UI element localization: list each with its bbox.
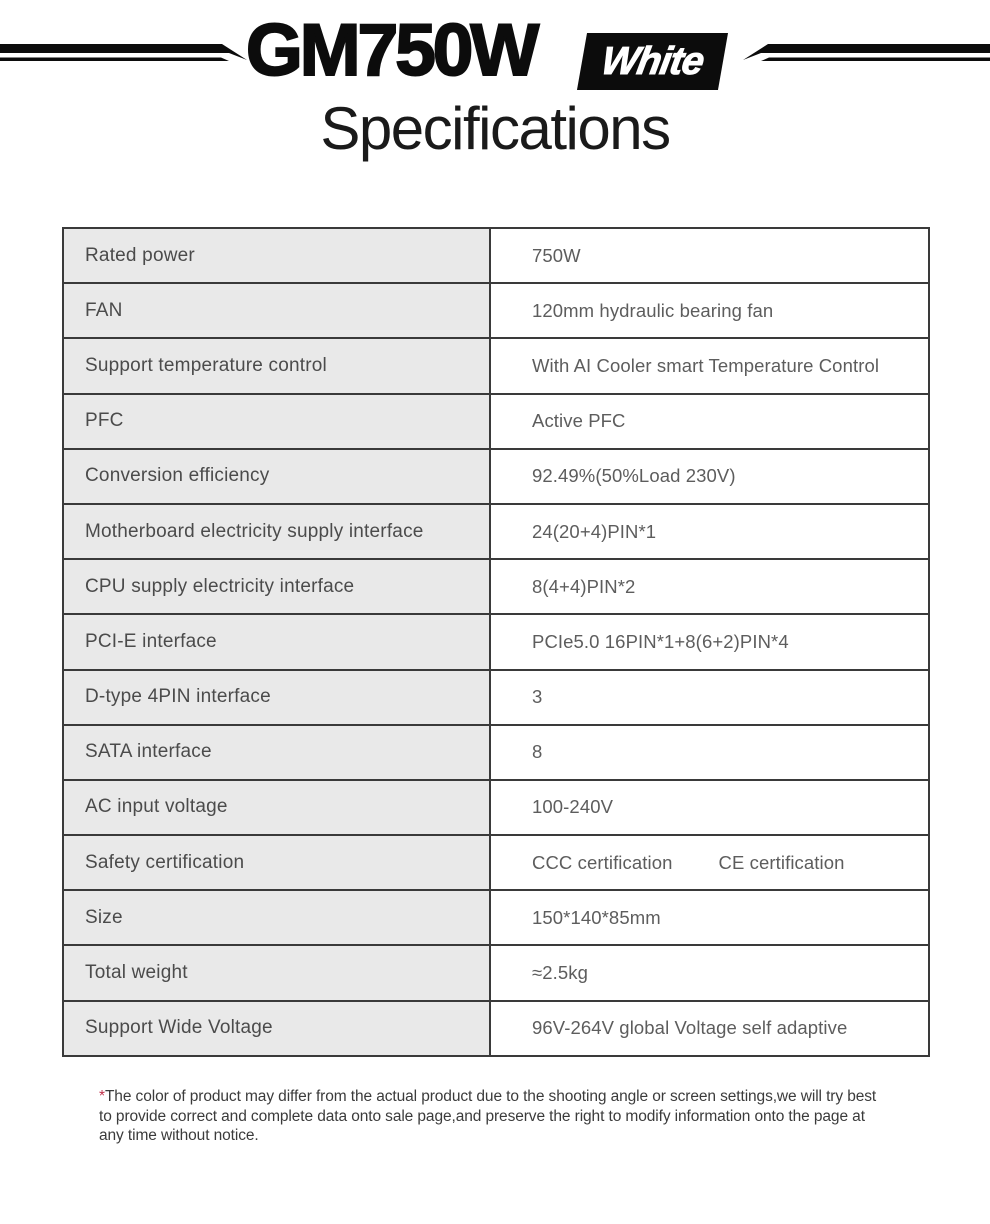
spec-row <box>64 339 928 394</box>
spec-label: AC input voltage <box>85 796 228 818</box>
spec-value: 92.49%(50%Load 230V) <box>532 465 736 487</box>
spec-row <box>64 560 928 615</box>
spec-value-secondary: CE certification <box>718 851 845 873</box>
spec-value-cell <box>491 229 928 282</box>
spec-row <box>64 946 928 1001</box>
spec-label-cell <box>64 560 491 613</box>
spec-label-cell <box>64 726 491 779</box>
spec-label: Motherboard electricity supply interface <box>85 520 424 542</box>
spec-label: Size <box>85 906 123 928</box>
spec-label: Support temperature control <box>85 354 327 376</box>
spec-label-cell <box>64 615 491 668</box>
spec-label: Support Wide Voltage <box>85 1017 273 1039</box>
spec-value: 8(4+4)PIN*2 <box>532 575 636 597</box>
spec-value-cell <box>491 836 928 889</box>
spec-value: 96V-264V global Voltage self adaptive <box>532 1017 848 1039</box>
spec-value-cell <box>491 891 928 944</box>
disclaimer-line: to provide correct and complete data onto sale page,and preserve the right to modify information onto the page at <box>99 1107 865 1125</box>
specifications-table <box>62 227 930 1057</box>
spec-label-cell <box>64 671 491 724</box>
spec-value-cell <box>491 284 928 337</box>
spec-value: 120mm hydraulic bearing fan <box>532 299 774 321</box>
spec-label-cell <box>64 339 491 392</box>
spec-row <box>64 836 928 891</box>
color-variant-badge <box>577 33 728 90</box>
spec-value-cell <box>491 781 928 834</box>
spec-label: D-type 4PIN interface <box>85 686 271 708</box>
spec-value-cell <box>491 339 928 392</box>
spec-value-cell <box>491 671 928 724</box>
spec-value-cell <box>491 505 928 558</box>
variant-badge-label: White <box>598 39 707 83</box>
spec-row <box>64 781 928 836</box>
spec-label: Rated power <box>85 244 195 266</box>
spec-value-cell <box>491 726 928 779</box>
spec-row <box>64 450 928 505</box>
spec-value: 100-240V <box>532 796 614 818</box>
spec-label: SATA interface <box>85 741 212 763</box>
spec-row <box>64 284 928 339</box>
header-swoosh-left <box>0 44 250 62</box>
spec-value-cell <box>491 560 928 613</box>
spec-value: CCC certification <box>532 851 673 873</box>
spec-label-cell <box>64 781 491 834</box>
spec-label: Total weight <box>85 962 188 984</box>
spec-row <box>64 1002 928 1055</box>
spec-value: PCIe5.0 16PIN*1+8(6+2)PIN*4 <box>532 630 789 652</box>
spec-value: Active PFC <box>532 410 626 432</box>
spec-row <box>64 671 928 726</box>
spec-label: Conversion efficiency <box>85 465 270 487</box>
spec-value: With AI Cooler smart Temperature Control <box>532 354 880 376</box>
spec-label-cell <box>64 891 491 944</box>
spec-value: ≈2.5kg <box>532 962 589 984</box>
spec-label-cell <box>64 946 491 999</box>
disclaimer-asterisk: * <box>99 1088 105 1105</box>
spec-value-cell <box>491 946 928 999</box>
spec-value: 8 <box>532 741 543 763</box>
spec-row <box>64 395 928 450</box>
spec-label-cell <box>64 284 491 337</box>
spec-row <box>64 891 928 946</box>
spec-row <box>64 505 928 560</box>
spec-value-cell <box>491 395 928 448</box>
spec-label: PFC <box>85 410 124 432</box>
spec-row <box>64 726 928 781</box>
spec-value: 750W <box>532 244 581 266</box>
disclaimer-line: any time without notice. <box>99 1127 259 1145</box>
spec-label-cell <box>64 450 491 503</box>
spec-row <box>64 229 928 284</box>
spec-label-cell <box>64 505 491 558</box>
header-swoosh-right <box>740 44 990 62</box>
spec-value: 3 <box>532 686 543 708</box>
spec-label: Safety certification <box>85 851 245 873</box>
spec-row <box>64 615 928 670</box>
spec-value-cell <box>491 615 928 668</box>
spec-value-cell <box>491 1002 928 1055</box>
spec-label: CPU supply electricity interface <box>85 575 355 597</box>
spec-value: 24(20+4)PIN*1 <box>532 520 657 542</box>
spec-label-cell <box>64 229 491 282</box>
page-title: Specifications <box>320 95 670 162</box>
spec-label: PCI-E interface <box>85 630 217 652</box>
spec-value-cell <box>491 450 928 503</box>
spec-label-cell <box>64 395 491 448</box>
product-name: GM750W <box>246 10 537 91</box>
spec-label: FAN <box>85 299 123 321</box>
disclaimer <box>99 1087 899 1146</box>
spec-label-cell <box>64 1002 491 1055</box>
spec-label-cell <box>64 836 491 889</box>
spec-value: 150*140*85mm <box>532 906 661 928</box>
disclaimer-line: *The color of product may differ from the actual product due to the shooting angle or screen settings,we will try best <box>99 1088 877 1105</box>
